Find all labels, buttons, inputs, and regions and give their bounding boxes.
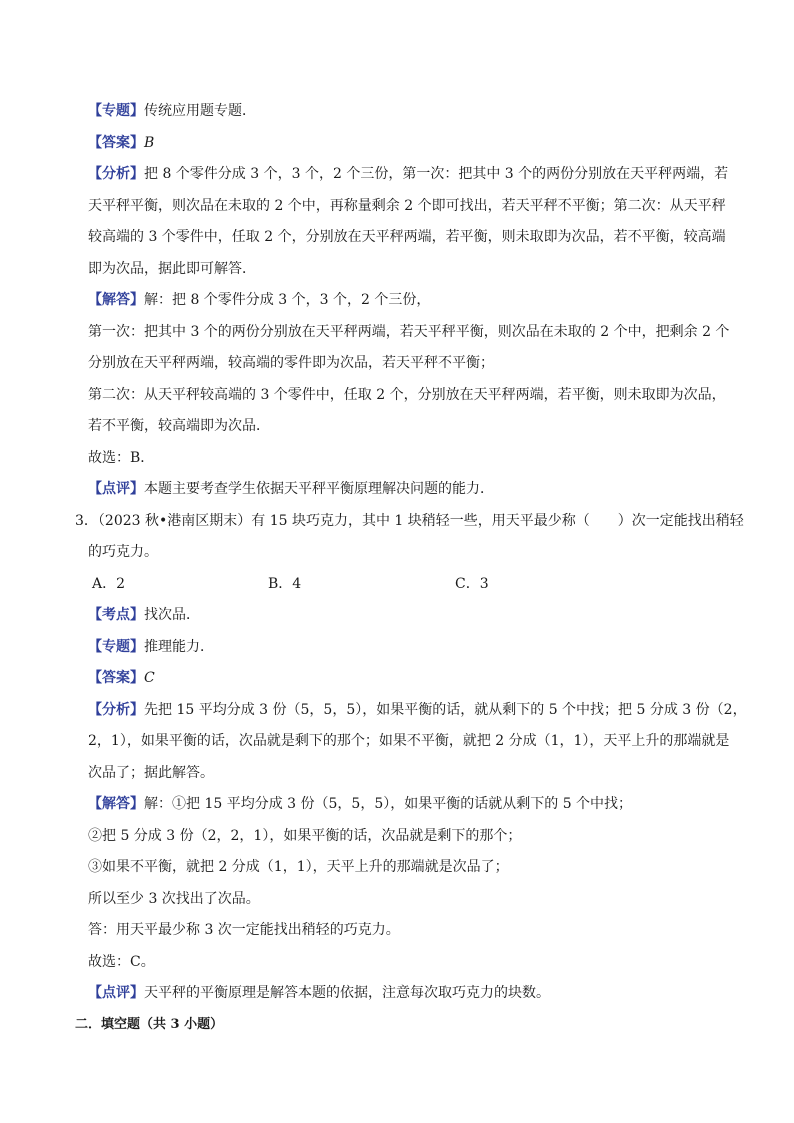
q3-jieda-line-6: 故选：C。 [88,954,155,970]
kaodian-tag: 【考点】 [88,607,144,623]
q3-jieda-line-5: 答：用天平最少称 3 次一定能找出稍轻的巧克力。 [88,922,400,938]
zhuanti-text: 传统应用题专题． [144,103,256,119]
daan-text: B [144,135,155,151]
q2-fenxi-line-2: 天平秤平衡，则次品在未取的 2 个中，再称量剩余 2 个即可找出，若天平秤不平衡；第二次：从天平秤 [88,198,726,214]
dianping-text: 本题主要考查学生依据天平秤平衡原理解决问题的能力． [144,481,494,497]
dianping-tag: 【点评】 [88,481,144,497]
dianping-tag: 【点评】 [88,985,144,1001]
q2-daan-line [88,133,154,153]
q3-kaodian-line [88,605,200,625]
zhuanti-tag: 【专题】 [88,639,144,655]
zhuanti-text: 推理能力． [144,639,214,655]
q2-zhuanti-line [88,101,256,121]
q3-option-c: C．3 [455,576,489,592]
q3-jieda-line-3: ③如果不平衡，就把 2 分成（1，1），天平上升的那端就是次品了； [88,859,509,875]
fenxi-tag: 【分析】 [88,166,144,182]
jieda-tag: 【解答】 [88,292,144,308]
q3-daan-line [88,668,155,688]
q3-option-b: B．4 [268,576,302,592]
fenxi-text: 把 8 个零件分成 3 个，3 个，2 个三份，第一次：把其中 3 个的两份分别放在天平秤两端，若 [144,166,729,182]
q2-fenxi-line-4: 即为次品，据此即可解答． [88,261,256,277]
fenxi-tag: 【分析】 [88,702,144,718]
jieda-text: 解：①把 15 平均分成 3 份（5，5，5），如果平衡的话就从剩下的 5 个中找； [144,796,633,812]
q2-jieda-line-6: 故选：B． [88,450,155,466]
zhuanti-tag: 【专题】 [88,103,144,119]
q2-jieda-line-1 [88,290,430,310]
q3-dianping-line [88,983,550,1003]
q3-jieda-line-2: ②把 5 分成 3 份（2，2，1），如果平衡的话，次品就是剩下的那个； [88,828,522,844]
kaodian-text: 找次品． [144,607,200,623]
q3-stem-line-1: 3．（2023 秋•港南区期末）有 15 块巧克力，其中 1 块稍轻一些，用天平最少称（ ）次一定能找出稍轻 [75,513,744,529]
daan-text: C [144,670,155,686]
q2-dianping-line [88,479,494,499]
q3-fenxi-line-2: 2，1），如果平衡的话，次品就是剩下的那个；如果不平衡，就把 2 分成（1，1），天平上升的那端就是 [88,733,730,749]
q3-fenxi-line-3: 次品了；据此解答。 [88,765,214,781]
q3-jieda-line-4: 所以至少 3 次找出了次品。 [88,891,260,907]
q2-jieda-line-5: 若不平衡，较高端即为次品． [88,418,270,434]
q2-jieda-line-2: 第一次：把其中 3 个的两份分别放在天平秤两端，若天平秤平衡，则次品在未取的 2 个中，把剩余 2 个 [88,324,730,340]
q3-fenxi-line-1 [88,700,747,720]
q3-zhuanti-line [88,637,214,657]
q2-jieda-line-4: 第二次：从天平秤较高端的 3 个零件中，任取 2 个，分别放在天平秤两端，若平衡，则未取即为次品， [88,387,726,403]
q2-fenxi-line-1 [88,164,728,184]
section-heading: 二．填空题（共 3 小题） [75,1017,224,1032]
q3-option-a: A．2 [92,576,126,592]
q3-jieda-line-1 [88,794,632,814]
jieda-tag: 【解答】 [88,796,144,812]
daan-tag: 【答案】 [88,135,144,151]
jieda-text: 解：把 8 个零件分成 3 个，3 个，2 个三份， [144,292,431,308]
q2-fenxi-line-3: 较高端的 3 个零件中，任取 2 个，分别放在天平秤两端，若平衡，则未取即为次品，若不平衡，较高端 [88,229,726,245]
q3-stem-line-2: 的巧克力。 [88,544,158,560]
daan-tag: 【答案】 [88,670,144,686]
fenxi-text: 先把 15 平均分成 3 份（5，5，5），如果平衡的话，就从剩下的 5 个中找；把 5 分成 3 份（2， [144,702,747,718]
dianping-text: 天平秤的平衡原理是解答本题的依据，注意每次取巧克力的块数。 [144,985,550,1001]
q2-jieda-line-3: 分别放在天平秤两端，较高端的零件即为次品，若天平秤不平衡； [88,355,494,371]
